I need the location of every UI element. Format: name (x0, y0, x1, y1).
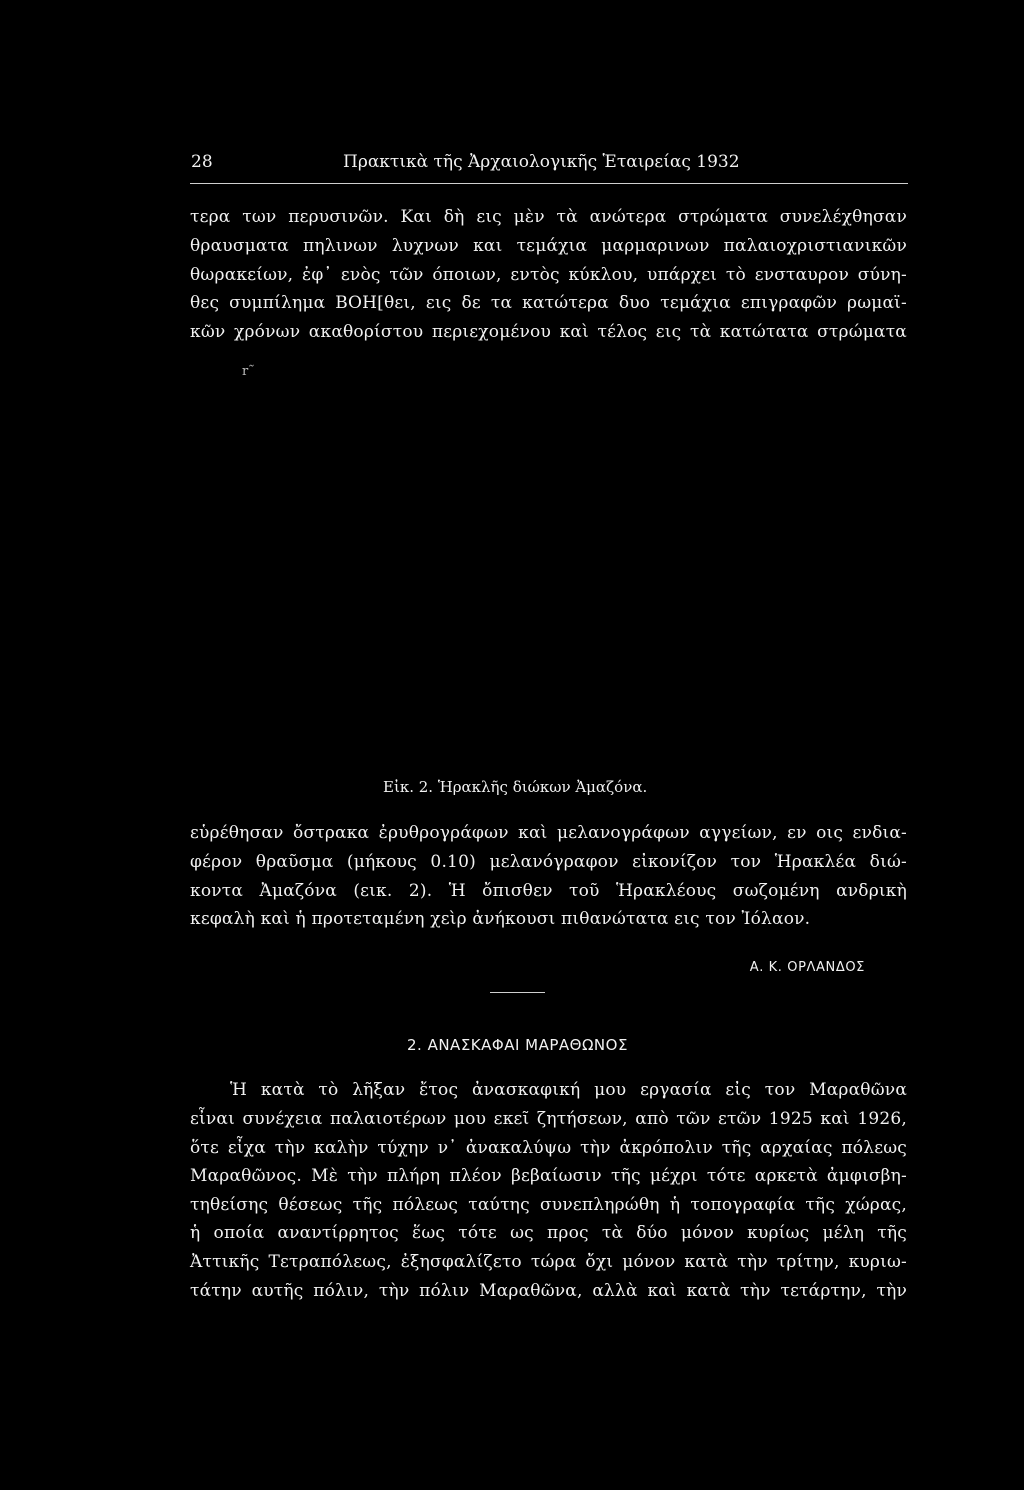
figure-mark: r˜ (242, 364, 255, 379)
header-rule (190, 183, 908, 184)
section-heading: 2. ΑΝΑΣΚΑΦΑΙ ΜΑΡΑΘΩΝΟΣ (407, 1036, 628, 1054)
text-line: κοντα Ἀμαζόνα (εικ. 2). Ἡ ὄπισθεν τοῦ Ἡρακλέους σωζομένη ανδρικὴ (190, 881, 907, 901)
page-number: 28 (191, 152, 213, 172)
text-line: κῶν χρόνων ακαθορίστου περιεχομένου καὶ τέλος εις τὰ κατώτατα στρώματα (190, 322, 907, 342)
text-line: τερα των περυσινῶν. Και δὴ εις μὲν τὰ ανώτερα στρώματα συνελέχθησαν (190, 207, 907, 227)
section-separator (490, 992, 545, 993)
text-line: κεφαλὴ καὶ ἡ προτεταμένη χεὶρ ἀνήκουσι πιθανώτατα εις τον Ἰόλαον. (190, 909, 811, 929)
text-line: τάτην αυτῆς πόλιν, τὴν πόλιν Μαραθῶνα, αλλὰ καὶ κατὰ τὴν τετάρτην, τὴν (190, 1281, 907, 1301)
running-title: Πρακτικὰ τῆς Ἀρχαιολογικῆς Ἑταιρείας 1932 (343, 152, 740, 172)
author-signature: Α. Κ. ΟΡΛΑΝΔΟΣ (749, 960, 865, 975)
figure-caption: Εἰκ. 2. Ἡρακλῆς διώκων Ἀμαζόνα. (383, 778, 648, 796)
text-line: Μαραθῶνος. Μὲ τὴν πλήρη πλέον βεβαίωσιν τῆς μέχρι τότε αρκετὰ ἀμφισβη- (190, 1166, 907, 1186)
text-line: Ἀττικῆς Τετραπόλεως, ἐξησφαλίζετο τώρα ὄχι μόνον κατὰ τὴν τρίτην, κυριω- (190, 1252, 907, 1272)
text-line: Ἡ κατὰ τὸ λῆξαν ἔτος ἀνασκαφική μου εργασία εἰς τον Μαραθῶνα (230, 1080, 907, 1100)
text-line: ἡ οποία αναντίρρητος ἕως τότε ως προς τὰ δύο μόνον κυρίως μέλη τῆς (190, 1223, 907, 1243)
text-line: ὅτε εἶχα τὴν καλὴν τύχην ν᾽ ἀνακαλύψω τὴν ἀκρόπολιν τῆς αρχαίας πόλεως (190, 1138, 907, 1158)
text-line: φέρον θραῦσμα (μήκους 0.10) μελανόγραφον εἰκονίζον τον Ἡρακλέα διώ- (190, 852, 907, 872)
text-line: εἶναι συνέχεια παλαιοτέρων μου εκεῖ ζητήσεων, απὸ τῶν ετῶν 1925 καὶ 1926, (190, 1109, 907, 1129)
text-line: θραυσματα πηλινων λυχνων και τεμάχια μαρμαρινων παλαιοχριστιανικῶν (190, 236, 907, 256)
text-line: τηθείσης θέσεως τῆς πόλεως ταύτης συνεπληρώθη ἡ τοπογραφία τῆς χώρας, (190, 1195, 907, 1215)
text-line: εὑρέθησαν ὄστρακα ἐρυθρογράφων καὶ μελανογράφων αγγείων, εν οις ενδια- (190, 823, 907, 843)
text-line: θωρακείων, ἐφ᾽ ενὸς τῶν όποιων, εντὸς κύκλου, υπάρχει τὸ ενσταυρον σύνη- (190, 265, 907, 285)
text-line: θες συμπίλημα ΒΟΗ[θει, εις δε τα κατώτερα δυο τεμάχια επιγραφῶν ρωμαϊ- (190, 293, 907, 313)
